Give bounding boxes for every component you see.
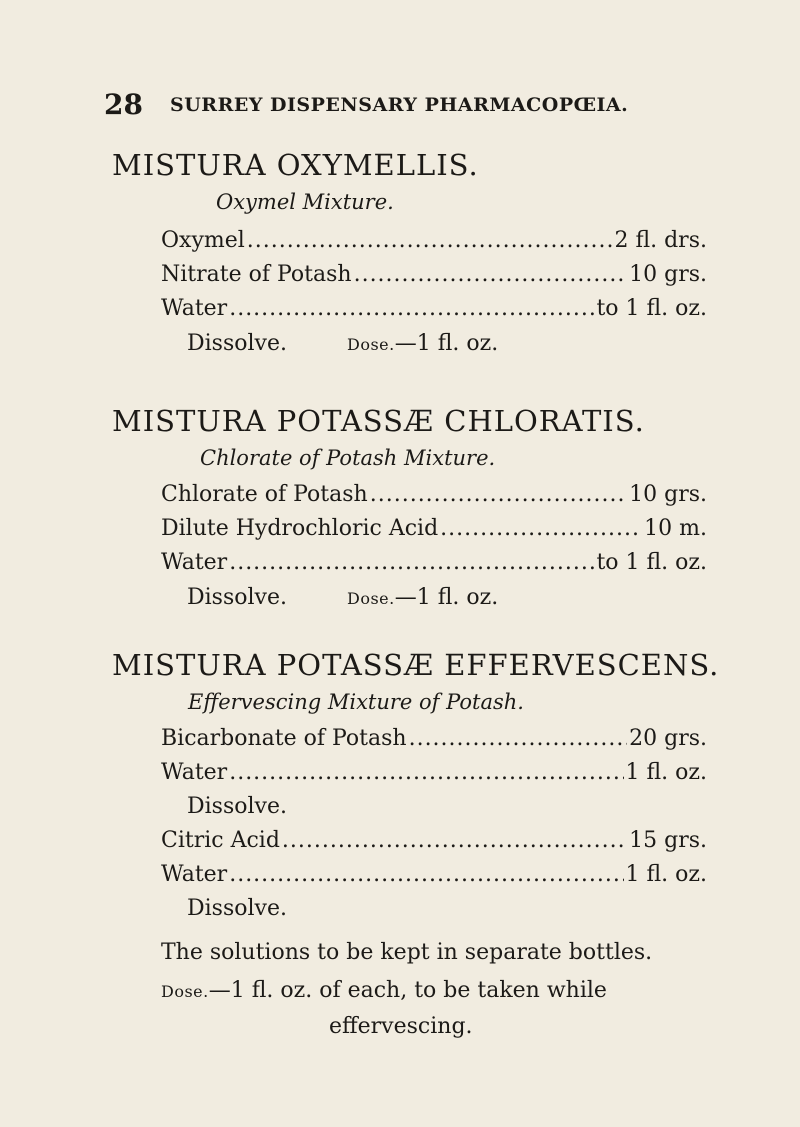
- leader-dots: [247, 228, 613, 253]
- ingredient-line: [161, 296, 707, 326]
- ingredient-name: Water: [161, 760, 228, 785]
- ingredient-line: [161, 516, 707, 546]
- instruction: Dissolve.: [187, 794, 287, 819]
- instruction-dose-line: [187, 585, 498, 610]
- recipe-title: MISTURA POTASSÆ CHLORATIS.: [112, 404, 645, 438]
- leader-dots: [354, 262, 628, 287]
- recipe-subtitle: Oxymel Mixture.: [216, 190, 394, 214]
- ingredient-name: Nitrate of Potash: [161, 262, 352, 287]
- ingredient-quantity: 2 fl. drs.: [614, 228, 707, 253]
- recipe-subtitle: Chlorate of Potash Mixture.: [200, 446, 496, 470]
- instruction-dose-line: [187, 331, 498, 356]
- running-title: SURREY DISPENSARY PHARMACOPŒIA.: [170, 94, 629, 116]
- dose-text: —1 fl. oz. of each, to be taken while: [208, 978, 607, 1003]
- ingredient-line: [161, 482, 707, 512]
- dose-continuation: effervescing.: [329, 1014, 473, 1039]
- ingredient-quantity: 1 fl. oz.: [625, 862, 707, 887]
- storage-note: The solutions to be kept in separate bottles.: [161, 940, 653, 965]
- instruction: Dissolve.: [187, 331, 287, 356]
- dose-value: —1 fl. oz.: [394, 585, 499, 610]
- ingredient-name: Water: [161, 550, 228, 575]
- dose-line: [161, 978, 607, 1003]
- ingredient-quantity: 15 grs.: [629, 828, 707, 853]
- leader-dots: [370, 482, 627, 507]
- dose-value: —1 fl. oz.: [394, 331, 499, 356]
- dose-label: Dose.: [346, 335, 395, 354]
- ingredient-quantity: 10 grs.: [629, 482, 707, 507]
- ingredient-name: Water: [161, 862, 228, 887]
- ingredient-name: Oxymel: [161, 228, 245, 253]
- ingredient-line: [161, 262, 707, 292]
- recipe-subtitle: Effervescing Mixture of Potash.: [188, 690, 524, 714]
- ingredient-quantity: 10 m.: [644, 516, 707, 541]
- ingredient-quantity: 1 fl. oz.: [625, 760, 707, 785]
- leader-dots: [282, 828, 627, 853]
- leader-dots: [229, 760, 623, 785]
- ingredient-line: [161, 760, 707, 790]
- ingredient-line: [161, 828, 707, 858]
- instruction: Dissolve.: [187, 585, 287, 610]
- dose-label: Dose.: [346, 589, 395, 608]
- leader-dots: [440, 516, 642, 541]
- ingredient-line: [161, 228, 707, 258]
- leader-dots: [409, 726, 628, 751]
- leader-dots: [229, 550, 594, 575]
- ingredient-name: Chlorate of Potash: [161, 482, 368, 507]
- ingredient-quantity: 10 grs.: [629, 262, 707, 287]
- ingredient-name: Bicarbonate of Potash: [161, 726, 407, 751]
- ingredient-line: [161, 862, 707, 892]
- ingredient-quantity: to 1 fl. oz.: [596, 550, 707, 575]
- page-number: 28: [104, 88, 143, 121]
- ingredient-name: Dilute Hydrochloric Acid: [161, 516, 439, 541]
- recipe-title: MISTURA OXYMELLIS.: [112, 148, 479, 182]
- dose-label: Dose.: [161, 982, 209, 1001]
- leader-dots: [229, 296, 594, 321]
- ingredient-line: [161, 550, 707, 580]
- page-header: [104, 88, 704, 122]
- ingredient-quantity: 20 grs.: [629, 726, 707, 751]
- ingredient-name: Citric Acid: [161, 828, 280, 853]
- recipe-title: MISTURA POTASSÆ EFFERVESCENS.: [112, 648, 720, 682]
- ingredient-quantity: to 1 fl. oz.: [596, 296, 707, 321]
- ingredient-name: Water: [161, 296, 228, 321]
- leader-dots: [229, 862, 623, 887]
- ingredient-line: [161, 726, 707, 756]
- instruction: Dissolve.: [187, 896, 287, 921]
